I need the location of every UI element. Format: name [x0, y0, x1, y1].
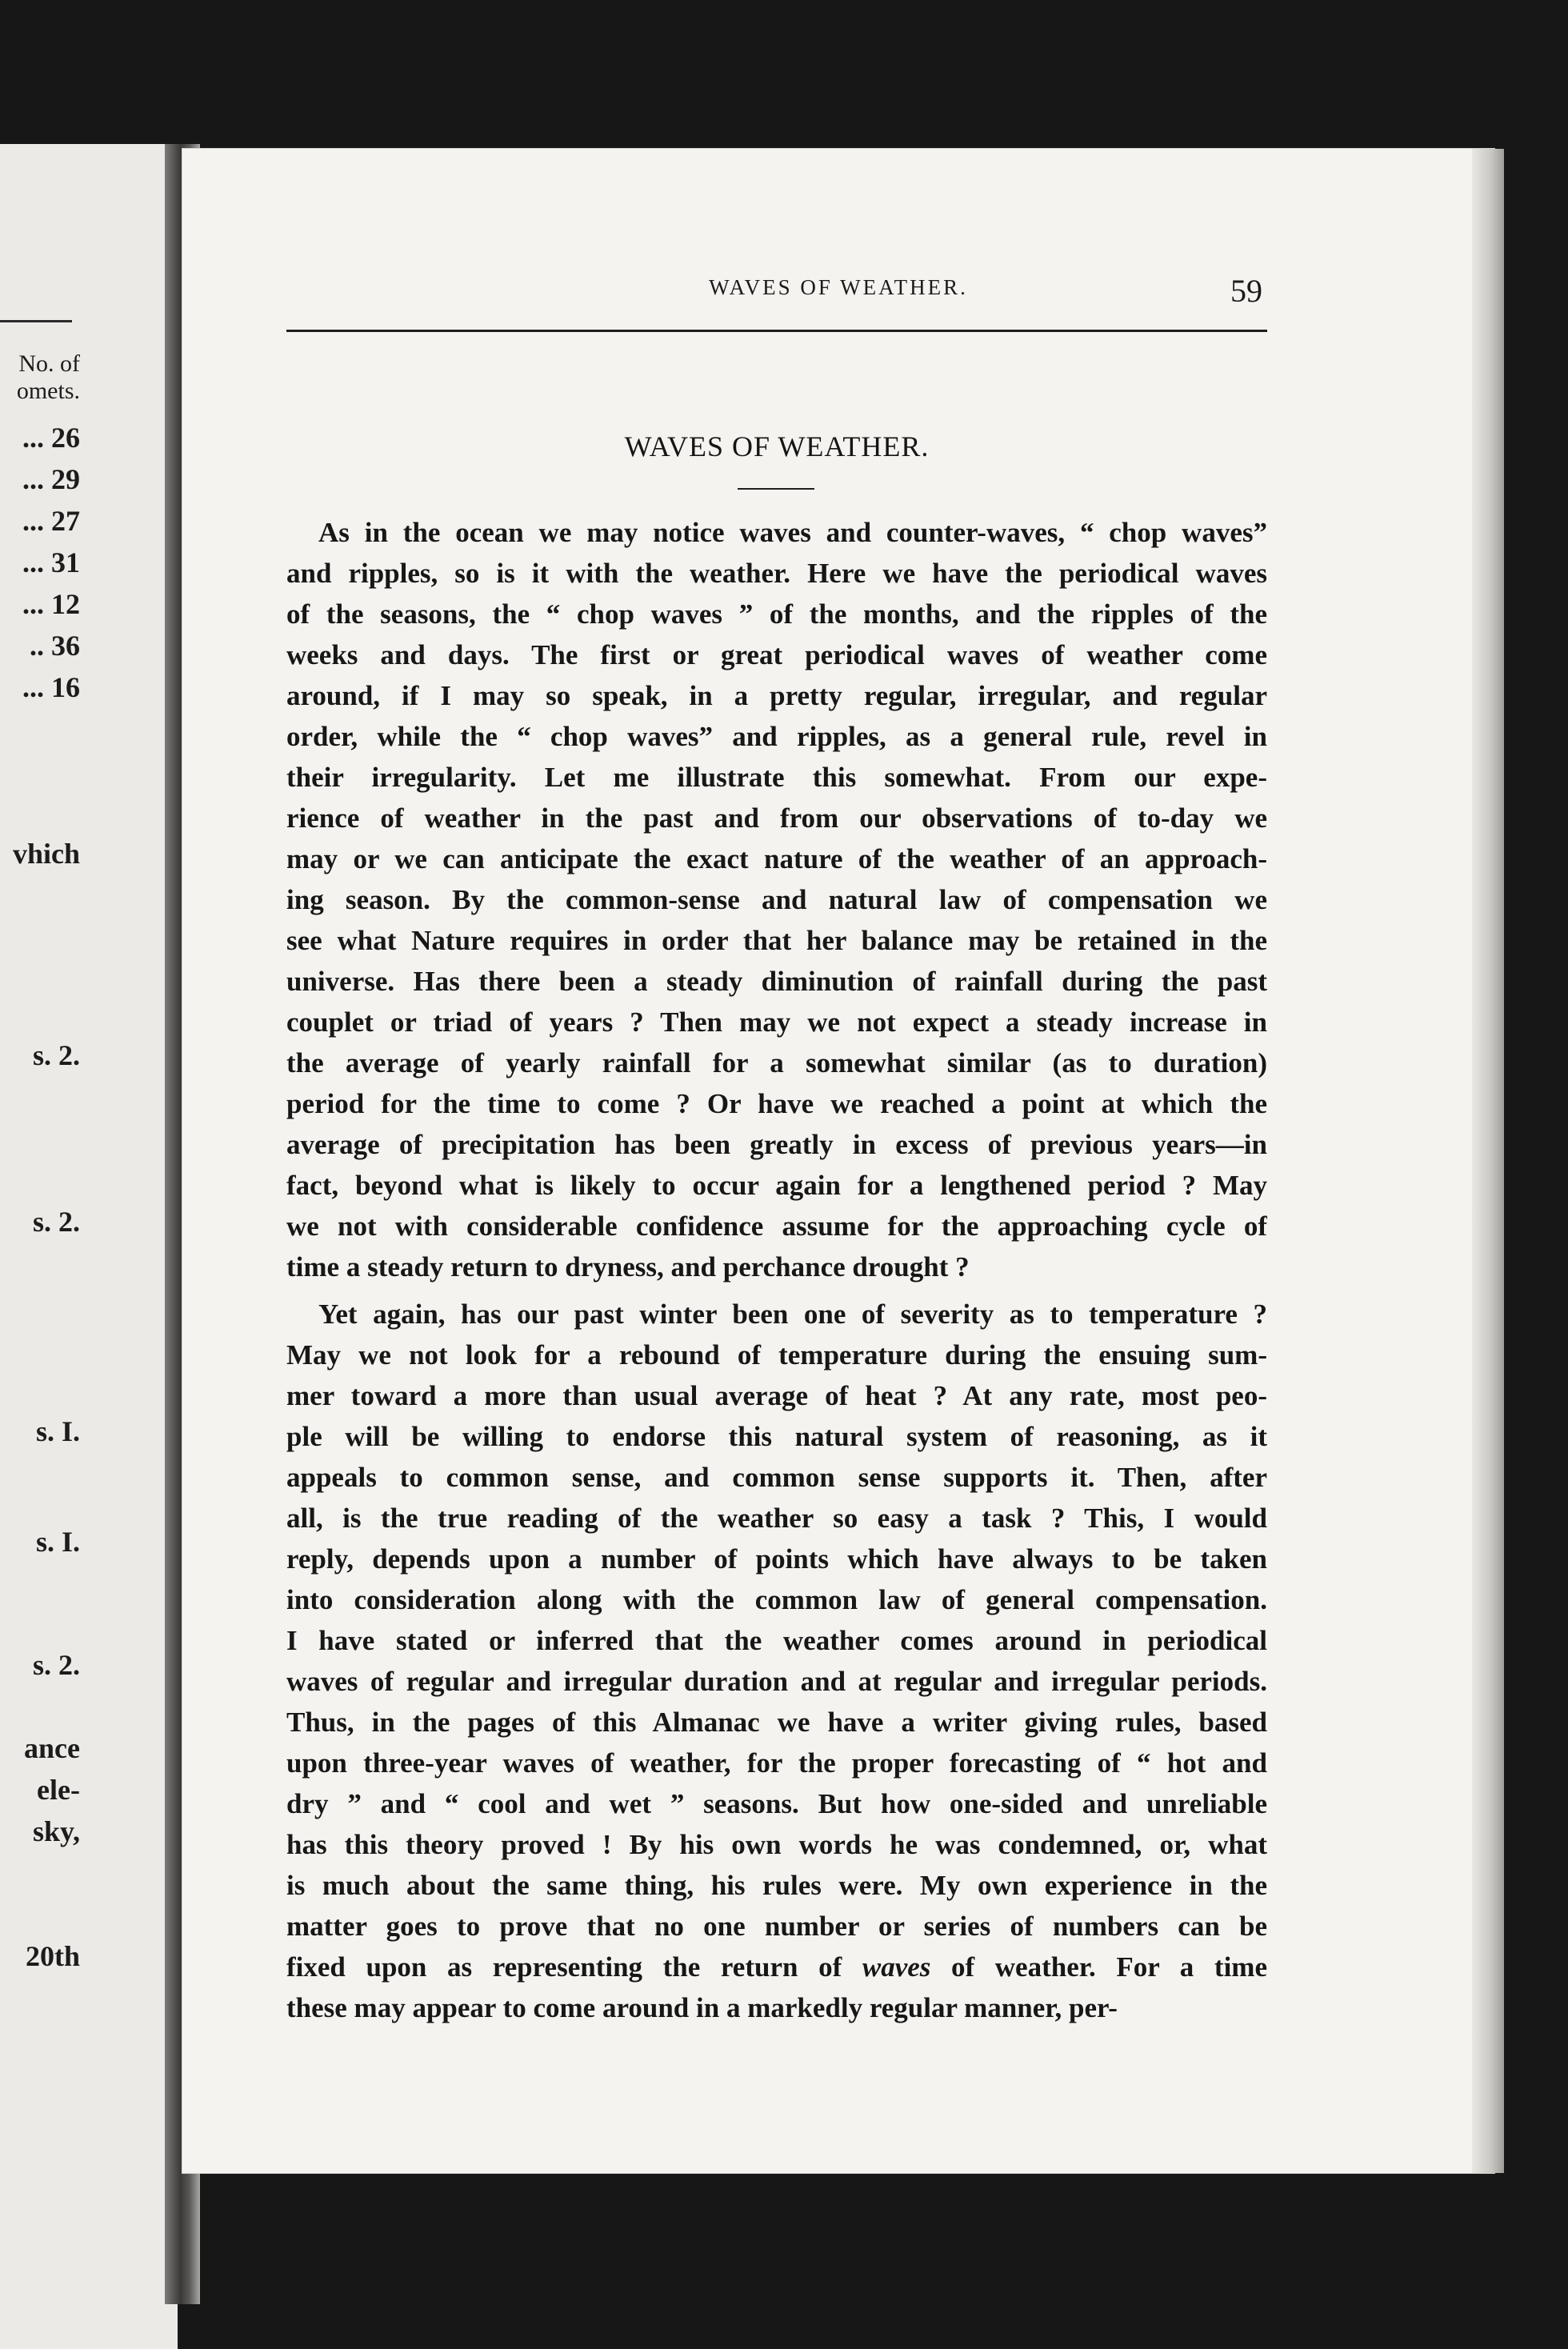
text-line: period for the time to come ? Or have we reached a point at which the	[286, 1088, 1267, 1119]
facing-page-line: s. 2.	[32, 1649, 80, 1681]
text-line: and ripples, so is it with the weather. Here we have the periodical waves	[286, 558, 1267, 589]
text-line: may or we can anticipate the exact nature of the weather of an approach-	[286, 843, 1267, 874]
text-line: has this theory proved ! By his own words he was condemned, or, what	[286, 1829, 1267, 1860]
text-line: into consideration along with the common law of general compensation.	[286, 1584, 1267, 1615]
facing-page-line: s. I.	[35, 1526, 80, 1558]
text-line: around, if I may so speak, in a pretty regular, irregular, and regular	[286, 680, 1267, 711]
running-head: WAVES OF WEATHER.	[709, 275, 968, 299]
text-line: fact, beyond what is likely to occur again for a lengthened period ? May	[286, 1170, 1267, 1201]
text-line: average of precipitation has been greatly in excess of previous years—in	[286, 1129, 1267, 1160]
facing-page-line: vhich	[12, 838, 80, 870]
facing-page-line: ele-	[37, 1774, 80, 1806]
facing-page-line: ... 16	[22, 671, 80, 703]
facing-page-line: ... 29	[22, 463, 80, 495]
facing-page-line: ... 26	[22, 422, 80, 454]
text-line: ing season. By the common-sense and natural law of compensation we	[286, 884, 1267, 915]
text-line: fixed upon as representing the return of waves of weather. For a time	[286, 1951, 1267, 1983]
facing-page-line: ... 27	[22, 505, 80, 537]
page-number: 59	[1230, 273, 1262, 309]
facing-page-line: .. 36	[30, 630, 80, 662]
text-line: their irregularity. Let me illustrate this somewhat. From our expe-	[286, 762, 1267, 793]
text-line: couplet or triad of years ? Then may we not expect a steady increase in	[286, 1006, 1267, 1038]
text-line: see what Nature requires in order that her balance may be retained in the	[286, 925, 1267, 956]
paragraph	[286, 512, 1267, 1287]
text-line: of the seasons, the “ chop waves ” of the months, and the ripples of the	[286, 598, 1267, 630]
text-line: dry ” and “ cool and wet ” seasons. But how one-sided and unreliable	[286, 1788, 1267, 1819]
facing-page-line: omets.	[16, 378, 80, 404]
facing-page-line: s. 2.	[32, 1039, 80, 1071]
text-line: we not with considerable confidence assume for the approaching cycle of	[286, 1211, 1267, 1242]
text-line: is much about the same thing, his rules were. My own experience in the	[286, 1870, 1267, 1901]
text-line: ple will be willing to endorse this natural system of reasoning, as it	[286, 1421, 1267, 1452]
facing-page-line: sky,	[32, 1815, 80, 1847]
page-edge	[1472, 149, 1504, 2173]
text-line: appeals to common sense, and common sense supports it. Then, after	[286, 1462, 1267, 1493]
facing-page-line: ... 12	[22, 588, 80, 620]
text-line: universe. Has there been a steady diminution of rainfall during the past	[286, 966, 1267, 997]
text-line: time a steady return to dryness, and perchance drought ?	[286, 1251, 970, 1283]
text-line: I have stated or inferred that the weather comes around in periodical	[286, 1625, 1267, 1656]
text-line: these may appear to come around in a markedly regular manner, per-	[286, 1992, 1118, 2023]
text-line: matter goes to prove that no one number or series of numbers can be	[286, 1911, 1267, 1942]
text-line: all, is the true reading of the weather so easy a task ? This, I would	[286, 1503, 1267, 1534]
facing-page-line: s. 2.	[32, 1206, 80, 1238]
article-body	[286, 512, 1267, 2028]
paragraph	[286, 1294, 1267, 2028]
text-line: mer toward a more than usual average of heat ? At any rate, most peo-	[286, 1380, 1267, 1411]
text-line: rience of weather in the past and from our observations of to-day we	[286, 802, 1267, 834]
text-line: the average of yearly rainfall for a somewhat similar (as to duration)	[286, 1047, 1267, 1078]
article-title: WAVES OF WEATHER.	[624, 430, 930, 462]
text-line: order, while the “ chop waves” and ripples, as a general rule, revel in	[286, 721, 1267, 752]
text-line: weeks and days. The first or great periodical waves of weather come	[286, 639, 1267, 670]
facing-page-line: ... 31	[22, 546, 80, 578]
facing-page-line: 20th	[25, 1940, 80, 1972]
text-line: May we not look for a rebound of temperature during the ensuing sum-	[286, 1339, 1267, 1371]
text-line: upon three-year waves of weather, for the proper forecasting of “ hot and	[286, 1747, 1267, 1779]
text-line: Thus, in the pages of this Almanac we have a writer giving rules, based	[286, 1707, 1267, 1738]
text-line: Yet again, has our past winter been one of severity as to temperature ?	[318, 1299, 1267, 1330]
facing-page-rule	[0, 320, 72, 322]
facing-page-line: No. of	[18, 350, 80, 377]
text-line: reply, depends upon a number of points which have always to be taken	[286, 1543, 1267, 1575]
facing-page-line: s. I.	[35, 1415, 80, 1447]
header-rule	[286, 330, 1267, 332]
facing-page-line: ance	[24, 1732, 80, 1764]
text-line: waves of regular and irregular duration and at regular and irregular periods.	[286, 1666, 1267, 1697]
title-underline	[738, 488, 814, 490]
text-line: As in the ocean we may notice waves and counter-waves, “ chop waves”	[318, 517, 1267, 548]
